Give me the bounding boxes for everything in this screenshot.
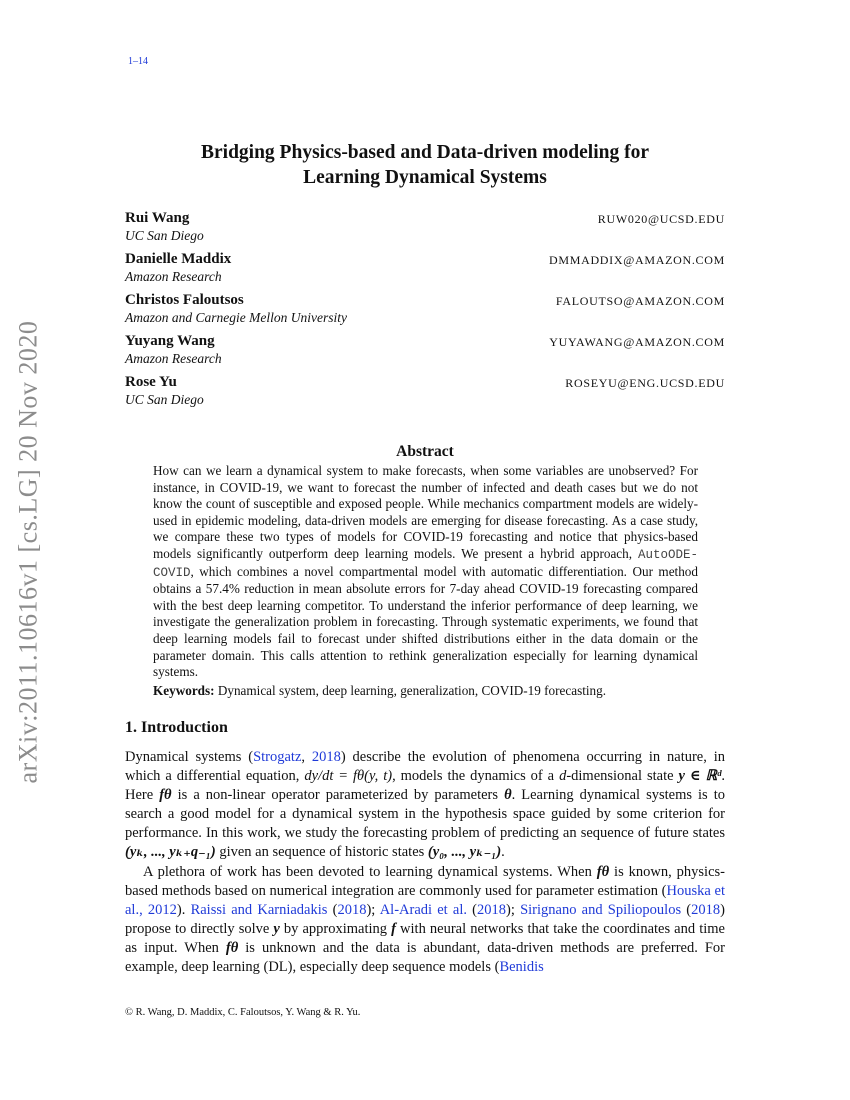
author-email: YUYAWANG@AMAZON.COM — [549, 335, 725, 349]
text-run: A plethora of work has been devoted to learning dynamical systems. When — [143, 863, 597, 880]
abstract-text-1: How can we learn a dynamical system to make forecasts, when some variables are unobserved? For instance, in COVID-19, we want to forecast the number of infected and death cases but we do not know the count of susceptible and exposed people. While mechanics compartment models are widely-used in epidemic modeling, data-driven models are emerging for disease forecasting. As a case study, we compare these two types of models for COVID-19 forecasting and notice that physics-based models significantly outperform deep learning models. We present a hybrid approach, — [153, 463, 698, 561]
author-affiliation: UC San Diego — [125, 392, 204, 407]
text-run: is known, physics-based methods based on numerical integration are commonly used for parameter estimation ( — [125, 863, 725, 899]
author-email: ROSEYU@ENG.UCSD.EDU — [565, 376, 725, 390]
author-block — [125, 374, 725, 420]
math-var: y — [273, 920, 280, 937]
equation: (y₀, ..., yₖ₋₁) — [427, 844, 502, 861]
math-var: fθ — [159, 787, 172, 804]
abstract-text-2: , which combines a novel compartmental model with automatic differentiation. Our method obtains a 57.4% reduction in mean absolute errors for 7-day ahead COVID-19 forecasting compared with the best deep learning competitor. To understand the inferior performance of deep learning, we investigate the generalization problem in forecasting. Through systematic experiments, we found that deep learning models fail to forecast under shifted distributions either in the data domain or the parameter domain. This calls attention to rethink generalization especially for learning dynamical systems. — [153, 563, 698, 680]
author-email: DMMADDIX@AMAZON.COM — [548, 253, 725, 267]
text-run: ( — [681, 901, 692, 918]
text-run: -dimensional state — [566, 768, 679, 785]
citation-link[interactable]: Strogatz — [253, 749, 302, 765]
math-var: fθ — [596, 863, 610, 880]
abstract-heading: Abstract — [396, 443, 454, 460]
text-run: is a non-linear operator parameterized by parameters — [171, 787, 505, 804]
keywords — [153, 683, 698, 699]
page-range: 1–14 — [128, 56, 148, 67]
equation: dy/dt = fθ(y, t) — [304, 768, 393, 785]
text-run: Dynamical systems ( — [125, 749, 254, 765]
citation-link[interactable]: 2018 — [691, 901, 721, 918]
keywords-text: Dynamical system, deep learning, generalization, COVID-19 forecasting. — [217, 683, 607, 698]
text-run: . — [501, 844, 505, 861]
title-line-2: Learning Dynamical Systems — [303, 167, 547, 188]
citation-link[interactable]: Raissi and Karniadakis — [190, 901, 328, 918]
section-heading: 1. Introduction — [125, 719, 228, 736]
author-name: Rose Yu — [125, 374, 177, 390]
author-email: FALOUTSO@AMAZON.COM — [555, 294, 725, 308]
author-affiliation: Amazon Research — [125, 269, 222, 284]
text-run: with neural networks that take the coordinates and time as input. When — [125, 920, 725, 956]
author-email: RUW020@UCSD.EDU — [597, 212, 725, 226]
text-run: . Here — [125, 768, 726, 804]
text-run: ); — [366, 901, 380, 918]
intro-paragraph-1 — [125, 748, 725, 863]
author-affiliation: Amazon Research — [125, 351, 222, 366]
citation-link[interactable]: Houska et al., 2012 — [125, 882, 726, 918]
author-name: Danielle Maddix — [125, 251, 232, 267]
arxiv-identifier — [8, 292, 48, 812]
method-name: AutoODE-COVID — [153, 547, 698, 580]
author-block — [125, 292, 725, 333]
text-run: , models the dynamics of a — [392, 768, 560, 785]
equation: (yₖ, ..., yₖ₊q₋₁) — [125, 844, 216, 861]
author-block — [125, 251, 725, 292]
title-line-1: Bridging Physics-based and Data-driven modeling for — [201, 142, 649, 163]
author-affiliation: UC San Diego — [125, 228, 204, 243]
citation-link[interactable]: 2018 — [477, 901, 507, 918]
citation-link[interactable]: 2018 — [337, 901, 367, 918]
citation-link[interactable]: Al-Aradi et al. — [379, 901, 467, 918]
citation-link[interactable]: 2018 — [311, 749, 341, 765]
text-run: ( — [327, 901, 338, 918]
text-run: ) propose to directly solve — [125, 901, 725, 937]
author-name: Yuyang Wang — [125, 333, 215, 349]
author-block — [125, 210, 725, 251]
equation: y ∈ ℝᵈ — [678, 768, 722, 785]
citation-link[interactable]: Benidis — [499, 959, 544, 976]
text-run: given an sequence of historic states — [215, 844, 428, 861]
math-var: fθ — [225, 939, 239, 956]
arxiv-identifier-text: arXiv:2011.10616v1 [cs.LG] 20 Nov 2020 — [13, 320, 42, 784]
text-run: . Learning dynamical systems is to search a good model for a dynamical system in the hypothesis space guided by some criterion for performance. In this work, we study the forecasting problem of predicting an sequence of future states — [125, 787, 726, 842]
abstract-body — [153, 463, 698, 681]
introduction-body — [125, 748, 725, 977]
author-name: Rui Wang — [125, 210, 190, 226]
math-var: d — [559, 768, 567, 785]
author-name: Christos Faloutsos — [125, 292, 244, 308]
author-affiliation: Amazon and Carnegie Mellon University — [125, 310, 347, 325]
text-run: ). — [176, 901, 191, 918]
copyright-footer: © R. Wang, D. Maddix, C. Faloutsos, Y. Wang & R. Yu. — [125, 1007, 361, 1018]
text-run: , — [301, 749, 312, 765]
math-var: f — [391, 920, 396, 937]
text-run: by approximating — [279, 920, 392, 937]
keywords-label: Keywords: — [153, 683, 215, 698]
author-list — [125, 210, 725, 420]
intro-paragraph-2 — [125, 863, 725, 978]
author-block — [125, 333, 725, 374]
paper-title — [125, 140, 725, 190]
text-run: is unknown and the data is abundant, data-driven methods are preferred. For example, deep learning (DL), especially deep sequence models ( — [125, 939, 726, 976]
text-run: ) describe the evolution of phenomena occurring in nature, in which a differential equation, — [125, 749, 725, 785]
text-run: ( — [466, 901, 478, 918]
text-run: ); — [506, 901, 521, 918]
citation-link[interactable]: Sirignano and Spiliopoulos — [520, 901, 682, 918]
math-var: θ — [504, 787, 512, 804]
